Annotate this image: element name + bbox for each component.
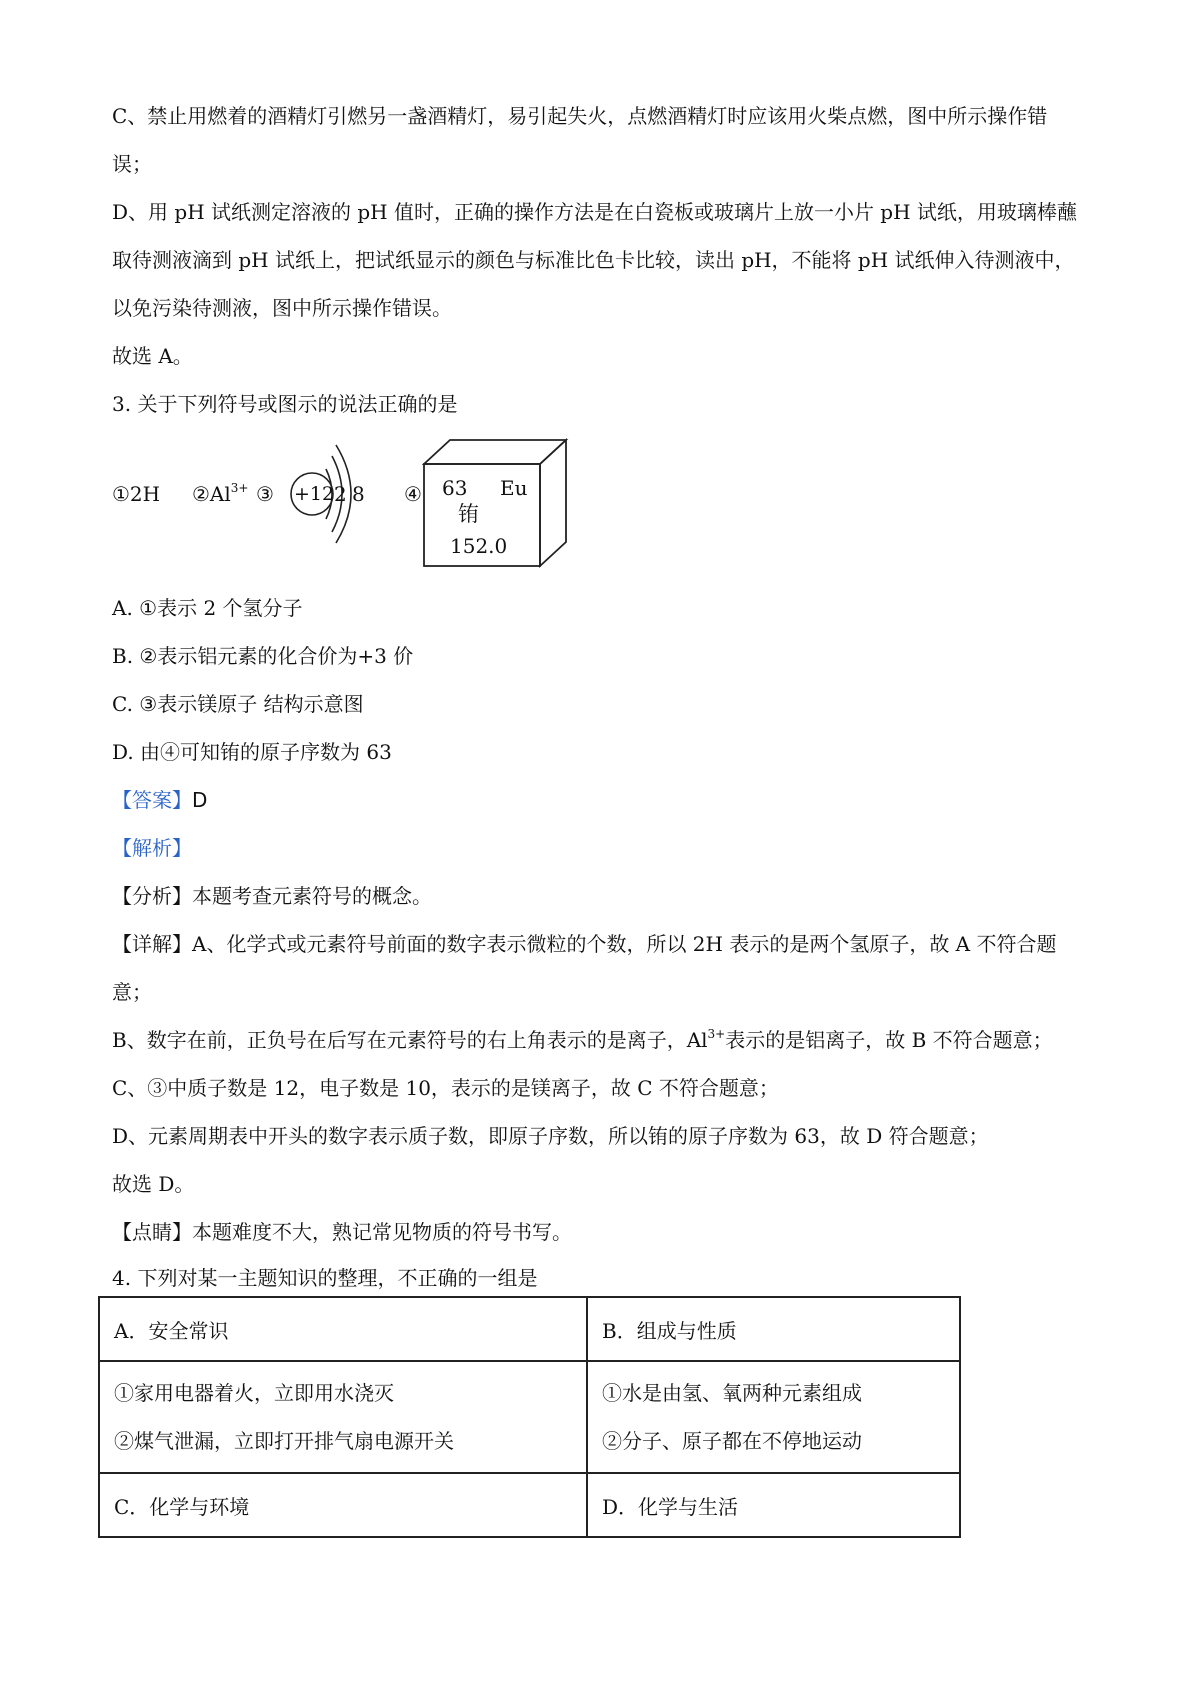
item-al-ion — [192, 482, 248, 506]
choose-a-line: 故选 A。 — [112, 344, 193, 368]
analysis-tag: 【解析】 — [112, 836, 192, 860]
table-row — [99, 1297, 960, 1361]
answer-line — [112, 786, 207, 814]
a-item-1: ①家用电器着火，立即用水浇灭 — [114, 1381, 394, 1405]
option-a: A. ①表示 2 个氢分子 — [112, 596, 303, 620]
topic-table — [98, 1296, 961, 1538]
shell-2-electrons: 8 — [352, 482, 365, 506]
al-charge: 3+ — [230, 481, 249, 495]
xiangjie-line-1: 【详解】A、化学式或元素符号前面的数字表示微粒的个数，所以 2H 表示的是两个氢原子，故 A 不符合题 — [112, 932, 1057, 956]
explanation-c-line-2: 误； — [112, 152, 152, 176]
answer-tag: 【答案】 — [112, 788, 192, 812]
table-cell-a-content — [99, 1361, 587, 1473]
b-item-2: ②分子、原子都在不停地运动 — [602, 1429, 862, 1453]
table-cell-b-header: B．组成与性质 — [587, 1297, 960, 1361]
explanation-d-line-1: D、用 pH 试纸测定溶液的 pH 值时，正确的操作方法是在白瓷板或玻璃片上放一小片 pH 试纸，用玻璃棒蘸 — [112, 200, 1077, 224]
element-symbol: Eu — [500, 476, 528, 500]
a-item-2: ②煤气泄漏，立即打开排气扇电源开关 — [114, 1429, 454, 1453]
question-3-figure — [112, 436, 592, 586]
dianjing-line: 【点睛】本题难度不大，熟记常见物质的符号书写。 — [112, 1220, 572, 1244]
item-3-marker: ③ — [256, 482, 274, 506]
element-atomic-number: 63 — [442, 476, 468, 500]
explanation-c-line-1: C、禁止用燃着的酒精灯引燃另一盏酒精灯，易引起失火，点燃酒精灯时应该用火柴点燃，图中所示操作错 — [112, 104, 1048, 128]
choose-d-line: 故选 D。 — [112, 1172, 195, 1196]
al-prefix: ②Al — [192, 482, 231, 506]
option-b: B. ②表示铝元素的化合价为+3 价 — [112, 644, 414, 668]
element-atomic-mass: 152.0 — [450, 534, 508, 558]
shell-1-electrons: 2 — [334, 482, 347, 506]
question-3-stem: 3. 关于下列符号或图示的说法正确的是 — [112, 392, 458, 416]
nucleus-charge: +12 — [294, 483, 335, 505]
table-cell-b-content — [587, 1361, 960, 1473]
table-row — [99, 1361, 960, 1473]
b-explanation-pre: B、数字在前，正负号在后写在元素符号的右上角表示的是离子，Al — [112, 1028, 708, 1052]
table-row — [99, 1473, 960, 1537]
b-explanation-charge: 3+ — [707, 1027, 726, 1041]
c-explanation: C、③中质子数是 12，电子数是 10，表示的是镁离子，故 C 不符合题意； — [112, 1076, 779, 1100]
option-d: D. 由④可知铕的原子序数为 63 — [112, 740, 392, 764]
item-4-marker: ④ — [404, 482, 422, 506]
element-name: 铕 — [458, 502, 479, 526]
option-c: C. ③表示镁原子 结构示意图 — [112, 692, 364, 716]
explanation-d-line-2: 取待测液滴到 pH 试纸上，把试纸显示的颜色与标准比色卡比较，读出 pH，不能将 pH 试纸伸入待测液中， — [112, 248, 1075, 272]
b-explanation-post: 表示的是铝离子，故 B 不符合题意； — [725, 1028, 1053, 1052]
xiangjie-line-2: 意； — [112, 980, 152, 1004]
table-cell-c-header: C．化学与环境 — [99, 1473, 587, 1537]
b-explanation — [112, 1026, 1053, 1054]
question-4-stem: 4. 下列对某一主题知识的整理，不正确的一组是 — [112, 1266, 538, 1290]
explanation-d-line-3: 以免污染待测液，图中所示操作错误。 — [112, 296, 452, 320]
table-cell-a-header: A．安全常识 — [99, 1297, 587, 1361]
fenxi-line: 【分析】本题考查元素符号的概念。 — [112, 884, 432, 908]
b-item-1: ①水是由氢、氧两种元素组成 — [602, 1381, 862, 1405]
table-cell-d-header: D．化学与生活 — [587, 1473, 960, 1537]
d-explanation: D、元素周期表中开头的数字表示质子数，即原子序数，所以铕的原子序数为 63，故 D 符合题意； — [112, 1124, 989, 1148]
item-2h: ①2H — [112, 482, 161, 506]
answer-value: D — [192, 788, 208, 812]
